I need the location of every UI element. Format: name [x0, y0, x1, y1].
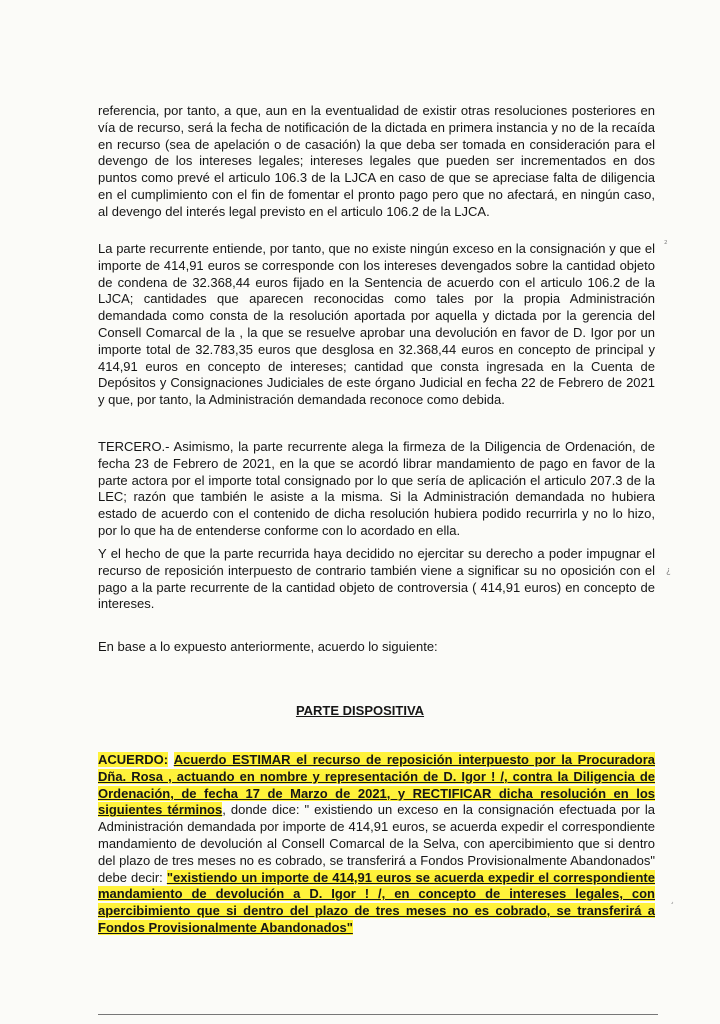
scan-mark: ¸ [670, 895, 675, 905]
paragraph-acuerdo [98, 752, 655, 937]
acuerdo-estimar-highlight: Acuerdo ESTIMAR el recurso de reposición interpuesto por la Procuradora Dña. Rosa , actuando en nombre y representación de D. Igor ! /, contra la Diligencia de Ordenación, de fecha 17 de Marzo de 2021, y RECTIFICAR dicha resolución en los siguientes términos [98, 752, 655, 818]
paragraph-hecho-recurrida: Y el hecho de que la parte recurrida haya decidido no ejercitar su derecho a poder impugnar el recurso de reposición interpuesto de contrario también viene a significar su no oposición con el pago a la parte recurrente de la cantidad objeto de controversia ( 414,91 euros) en concepto de intereses. [98, 546, 655, 612]
acuerdo-donde-dice-text: , donde dice: " existiendo un exceso en la consignación efectuada por la Administración demandada por importe de 414,91 euros, se acuerda expedir el correspondiente mandamiento de devolución al Consell Comarcal de la Selva, con apercibimiento que si dentro del plazo de tres meses no es cobrado, se transferirá a Fondos Provisionalmente Abandonados" debe decir: [98, 802, 656, 885]
section-heading-parte-dispositiva: PARTE DISPOSITIVA [295, 703, 425, 718]
paragraph-parte-recurrente: La parte recurrente entiende, por tanto, que no existe ningún exceso en la consignación y que el importe de 414,91 euros se corresponde con los intereses devengados sobre la cantidad objeto de condena de 32.368,44 euros fijado en la Sentencia de acuerdo con el articulo 106.2 de la LJCA; cantidades que aparecen reconocidas como tales por la propia Administración demandada como consta de la resolución aportada por aquella y dictada por la gerencia del Consell Comarcal de la , la que se resuelve aprobar una devolución en favor de D. Igor por un importe total de 32.783,35 euros que desglosa en 32.368,44 euros en concepto de principal y 414,91 euros en concepto de intereses; cantidad que consta ingresada en la Cuenta de Depósitos y Consignaciones Judiciales de este órgano Judicial en fecha 22 de Febrero de 2021 y que, por tanto, la Administración demandada reconoce como debida. [98, 241, 655, 408]
paragraph-intereses-legales: referencia, por tanto, a que, aun en la eventualidad de existir otras resoluciones posteriores en vía de recurso, será la fecha de notificación de la dictada en primera instancia y no de la recaída en recurso (sea de apelación o de casación) la que deba ser tomada en consideración para el devengo de los intereses legales; intereses legales que pueden ser incrementados en dos puntos como prevé el articulo 106.3 de la LJCA en caso de que se apreciase falta de diligencia en el cumplimiento con el fin de fomentar el pronto pago pero que no afectará, en ningún caso, al devengo del interés legal previsto en el articulo 106.2 de la LJCA. [98, 103, 655, 219]
acuerdo-label: ACUERDO: [98, 752, 169, 767]
paragraph-en-base: En base a lo expuesto anteriormente, acuerdo lo siguiente: [98, 639, 438, 654]
acuerdo-debe-decir-highlight: "existiendo un importe de 414,91 euros se acuerda expedir el correspondiente mandamiento de devolución a D. Igor ! /, en concepto de intereses legales, con apercibimiento que si dentro del plazo de tres meses no es cobrado, se transferirá a Fondos Provisionalmente Abandonados" [98, 869, 655, 935]
scan-mark: ¿ [666, 566, 671, 576]
paragraph-tercero: TERCERO.- Asimismo, la parte recurrente alega la firmeza de la Diligencia de Ordenación, de fecha 23 de Febrero de 2021, en la que se acordó librar mandamiento de pago en favor de la parte actora por el importe total consignado por lo que sería de aplicación el articulo 207.3 de la LEC; razón que también le asiste a la misma. Si la Administración demandada no hubiera estado de acuerdo con el contenido de dicha resolución hubiera podido recurrirla y no lo hizo, por lo que ha de entenderse conforme con lo acordado en ella. [98, 439, 655, 538]
footer-divider [98, 1014, 658, 1015]
scan-mark: ² [664, 240, 668, 250]
